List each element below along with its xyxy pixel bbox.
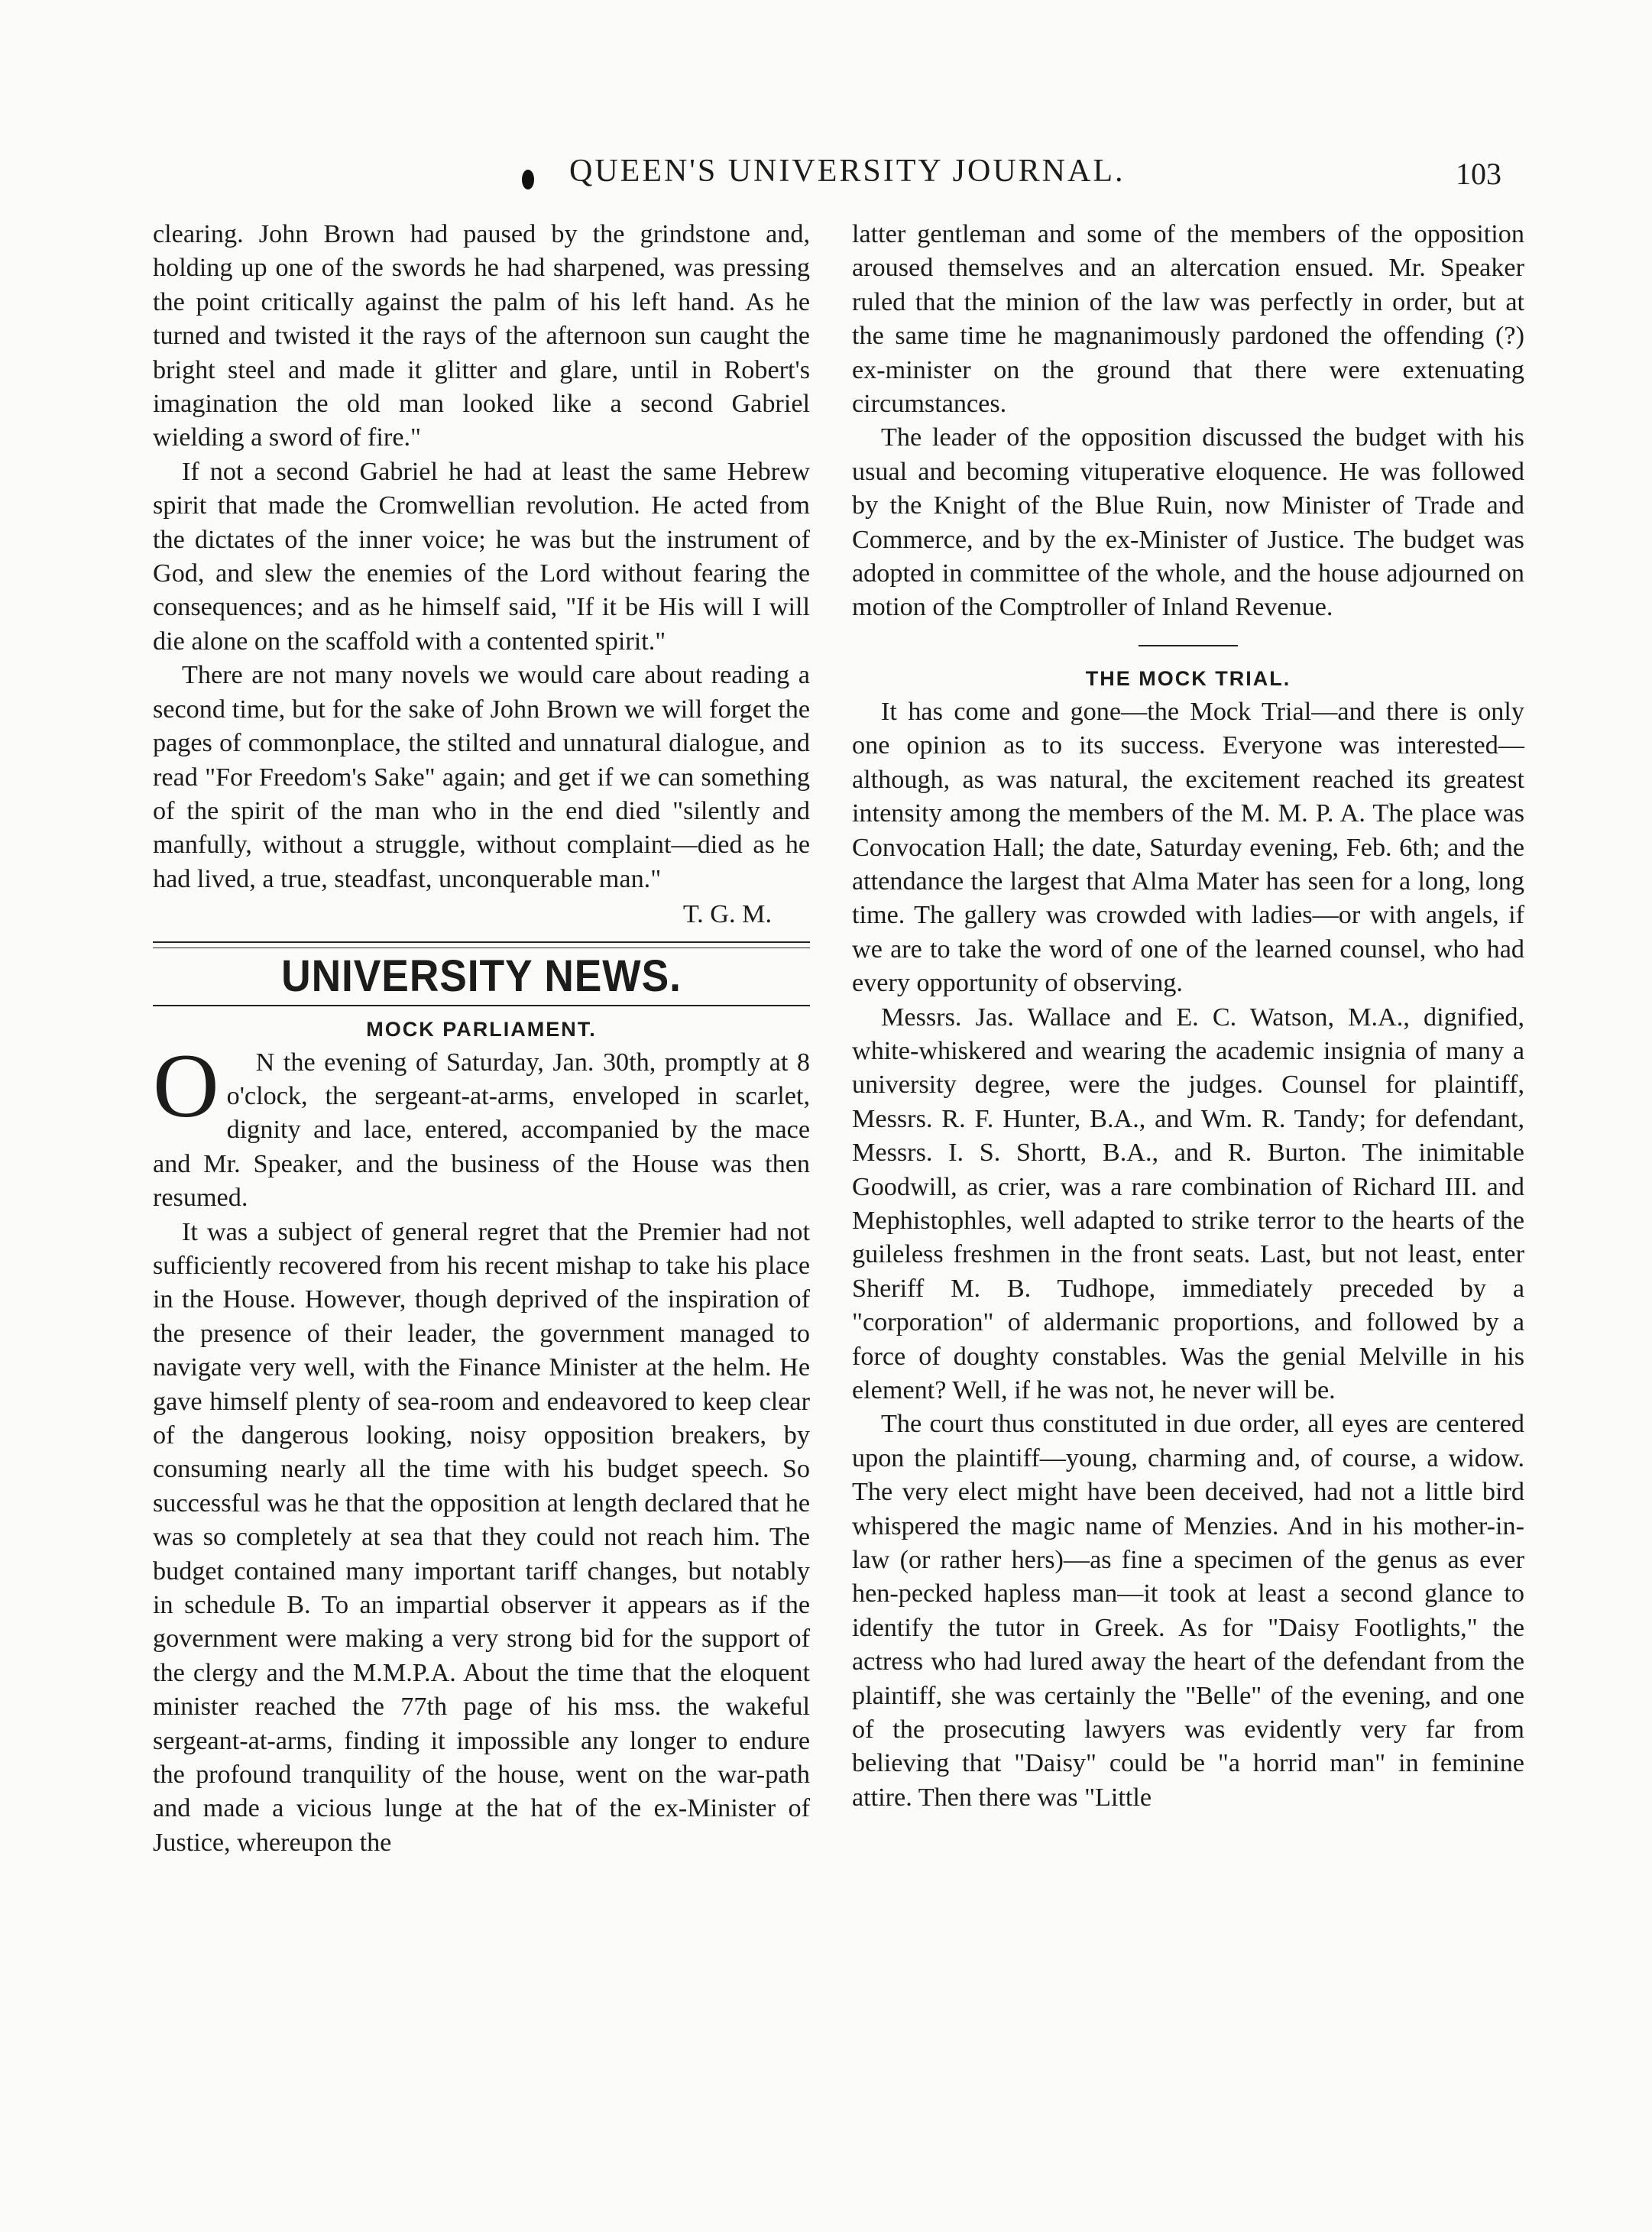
paragraph: The leader of the opposition discussed the budget with his usual and becoming vituperative eloquence. He was followed by the Knight of the Blue Ruin, now Minister of Trade and Commerce, and by the ex-Minister of Justice. The budget was adopted in committee of the whole, and the house adjourned on motion of the Comptroller of Inland Revenue. (852, 423, 1524, 622)
article-subheading: MOCK PARLIAMENT. (366, 1017, 597, 1041)
paragraph-with-dropcap (153, 1034, 810, 1216)
left-column (153, 218, 810, 1860)
right-column (852, 218, 1524, 1815)
ornament-dot (522, 170, 534, 190)
journal-title: QUEEN'S UNIVERSITY JOURNAL. (569, 154, 1126, 189)
paragraph: It has come and gone—the Mock Trial—and there is only one opinion as to its success. Everyone was interested—although, as was natural, the excitement reached its greatest intensity among the members of the M. M. P. A. The place was Convocation Hall; the date, Saturday evening, Feb. 6th; and the attendance the largest that Alma Mater has seen for a long, long time. The gallery was crowded with ladies—or with angels, if we are to take the word of one of the learned counsel, who had every opportunity of observing. (852, 697, 1524, 998)
heading-rule (153, 1005, 810, 1006)
section-divider (153, 941, 810, 948)
paragraph: clearing. John Brown had paused by the grindstone and, holding up one of the swords he had sharpened, was pressing the point critically against the palm of his left hand. As he turned and twisted it the rays of the afternoon sun caught the bright steel and made it glitter and glare, until in Robert's imagination the old man looked like a second Gabriel wielding a sword of fire." (153, 220, 810, 452)
article-subheading: THE MOCK TRIAL. (1085, 666, 1291, 690)
paragraph: There are not many novels we would care about reading a second time, but for the sake of John Brown we will forget the pages of commonplace, the stilted and unnatural dialogue, and read "For Freedom's Sake" again; and get if we can something of the spirit of the man who in the end died "silently and manfully, without a struggle, without complaint—died as he had lived, a true, steadfast, unconquerable man." (153, 661, 810, 893)
drop-cap: O (153, 1034, 219, 1136)
section-heading: UNIVERSITY NEWS. (281, 951, 682, 1001)
paragraph: The court thus constituted in due order, all eyes are centered upon the plaintiff—young, charming and, of course, a widow. The very elect might have been deceived, had not a little bird whispered the magic name of Menzies. And in his mother-in-law (or rather hers)—as fine a specimen of the genus as ever hen-pecked hapless man—it took at least a second glance to identify the tutor in Greek. As for "Daisy Footlights," the actress who had lured away the heart of the defendant from the plaintiff, she was certainly the "Belle" of the evening, and one of the prosecuting lawyers was evidently very far from believing that "Daisy" could be "a horrid man" in feminine attire. Then there was "Little (852, 1410, 1524, 1812)
paragraph-text: N the evening of Saturday, Jan. 30th, promptly at 8 o'clock, the sergeant-at-arms, enveloped in scarlet, dignity and lace, entered, accompanied by the mace and Mr. Speaker, and the business of the House was then resumed. (153, 1048, 810, 1213)
paragraph: If not a second Gabriel he had at least the same Hebrew spirit that made the Cromwellian revolution. He acted from the dictates of the inner voice; he was but the instrument of God, and slew the enemies of the Lord without fearing the consequences; and as he himself said, "If it be His will I will die alone on the scaffold with a contented spirit." (153, 457, 810, 656)
author-signature: T. G. M. (682, 900, 772, 929)
article-divider (1139, 645, 1238, 646)
paragraph: latter gentleman and some of the members of the opposition aroused themselves and an altercation ensued. Mr. Speaker ruled that the minion of the law was perfectly in order, but at the same time he magnanimously pardoned the offending (?) ex-minister on the ground that there were extenuating circumstances. (852, 220, 1524, 419)
paragraph: It was a subject of general regret that the Premier had not sufficiently recovered from his recent mishap to take his place in the House. However, though deprived of the inspiration of the presence of their leader, the government managed to navigate very well, with the Finance Minister at the helm. He gave himself plenty of sea-room and endeavored to keep clear of the dangerous looking, noisy opposition breakers, by consuming nearly all the time with his budget speech. So successful was he that the opposition at length declared that he was so completely at sea that they could not reach him. The budget contained many important tariff changes, but notably in schedule B. To an impartial observer it appears as if the government were making a very strong bid for the support of the clergy and the M.M.P.A. About the time that the eloquent minister reached the 77th page of his mss. the wakeful sergeant-at-arms, finding it impossible any longer to endure the profound tranquility of the house, went on the war-path and made a vicious lunge at the hat of the ex-Minister of Justice, whereupon the (153, 1217, 810, 1857)
page-number: 103 (1456, 157, 1501, 191)
paragraph: Messrs. Jas. Wallace and E. C. Watson, M.A., dignified, white-whiskered and wearing the academic insignia of many a university degree, were the judges. Counsel for plaintiff, Messrs. R. F. Hunter, B.A., and Wm. R. Tandy; for defendant, Messrs. I. S. Shortt, B.A., and R. Burton. The inimitable Goodwill, as crier, was a rare combination of Richard III. and Mephistophles, well adapted to strike terror to the hearts of the guileless freshmen in the front seats. Last, but not least, enter Sheriff M. B. Tudhope, immediately preceded by a "corporation" of aldermanic proportions, and followed by a force of doughty constables. Was the genial Melville in his element? Well, if he was not, he never will be. (852, 1003, 1524, 1404)
running-header (149, 153, 1524, 191)
